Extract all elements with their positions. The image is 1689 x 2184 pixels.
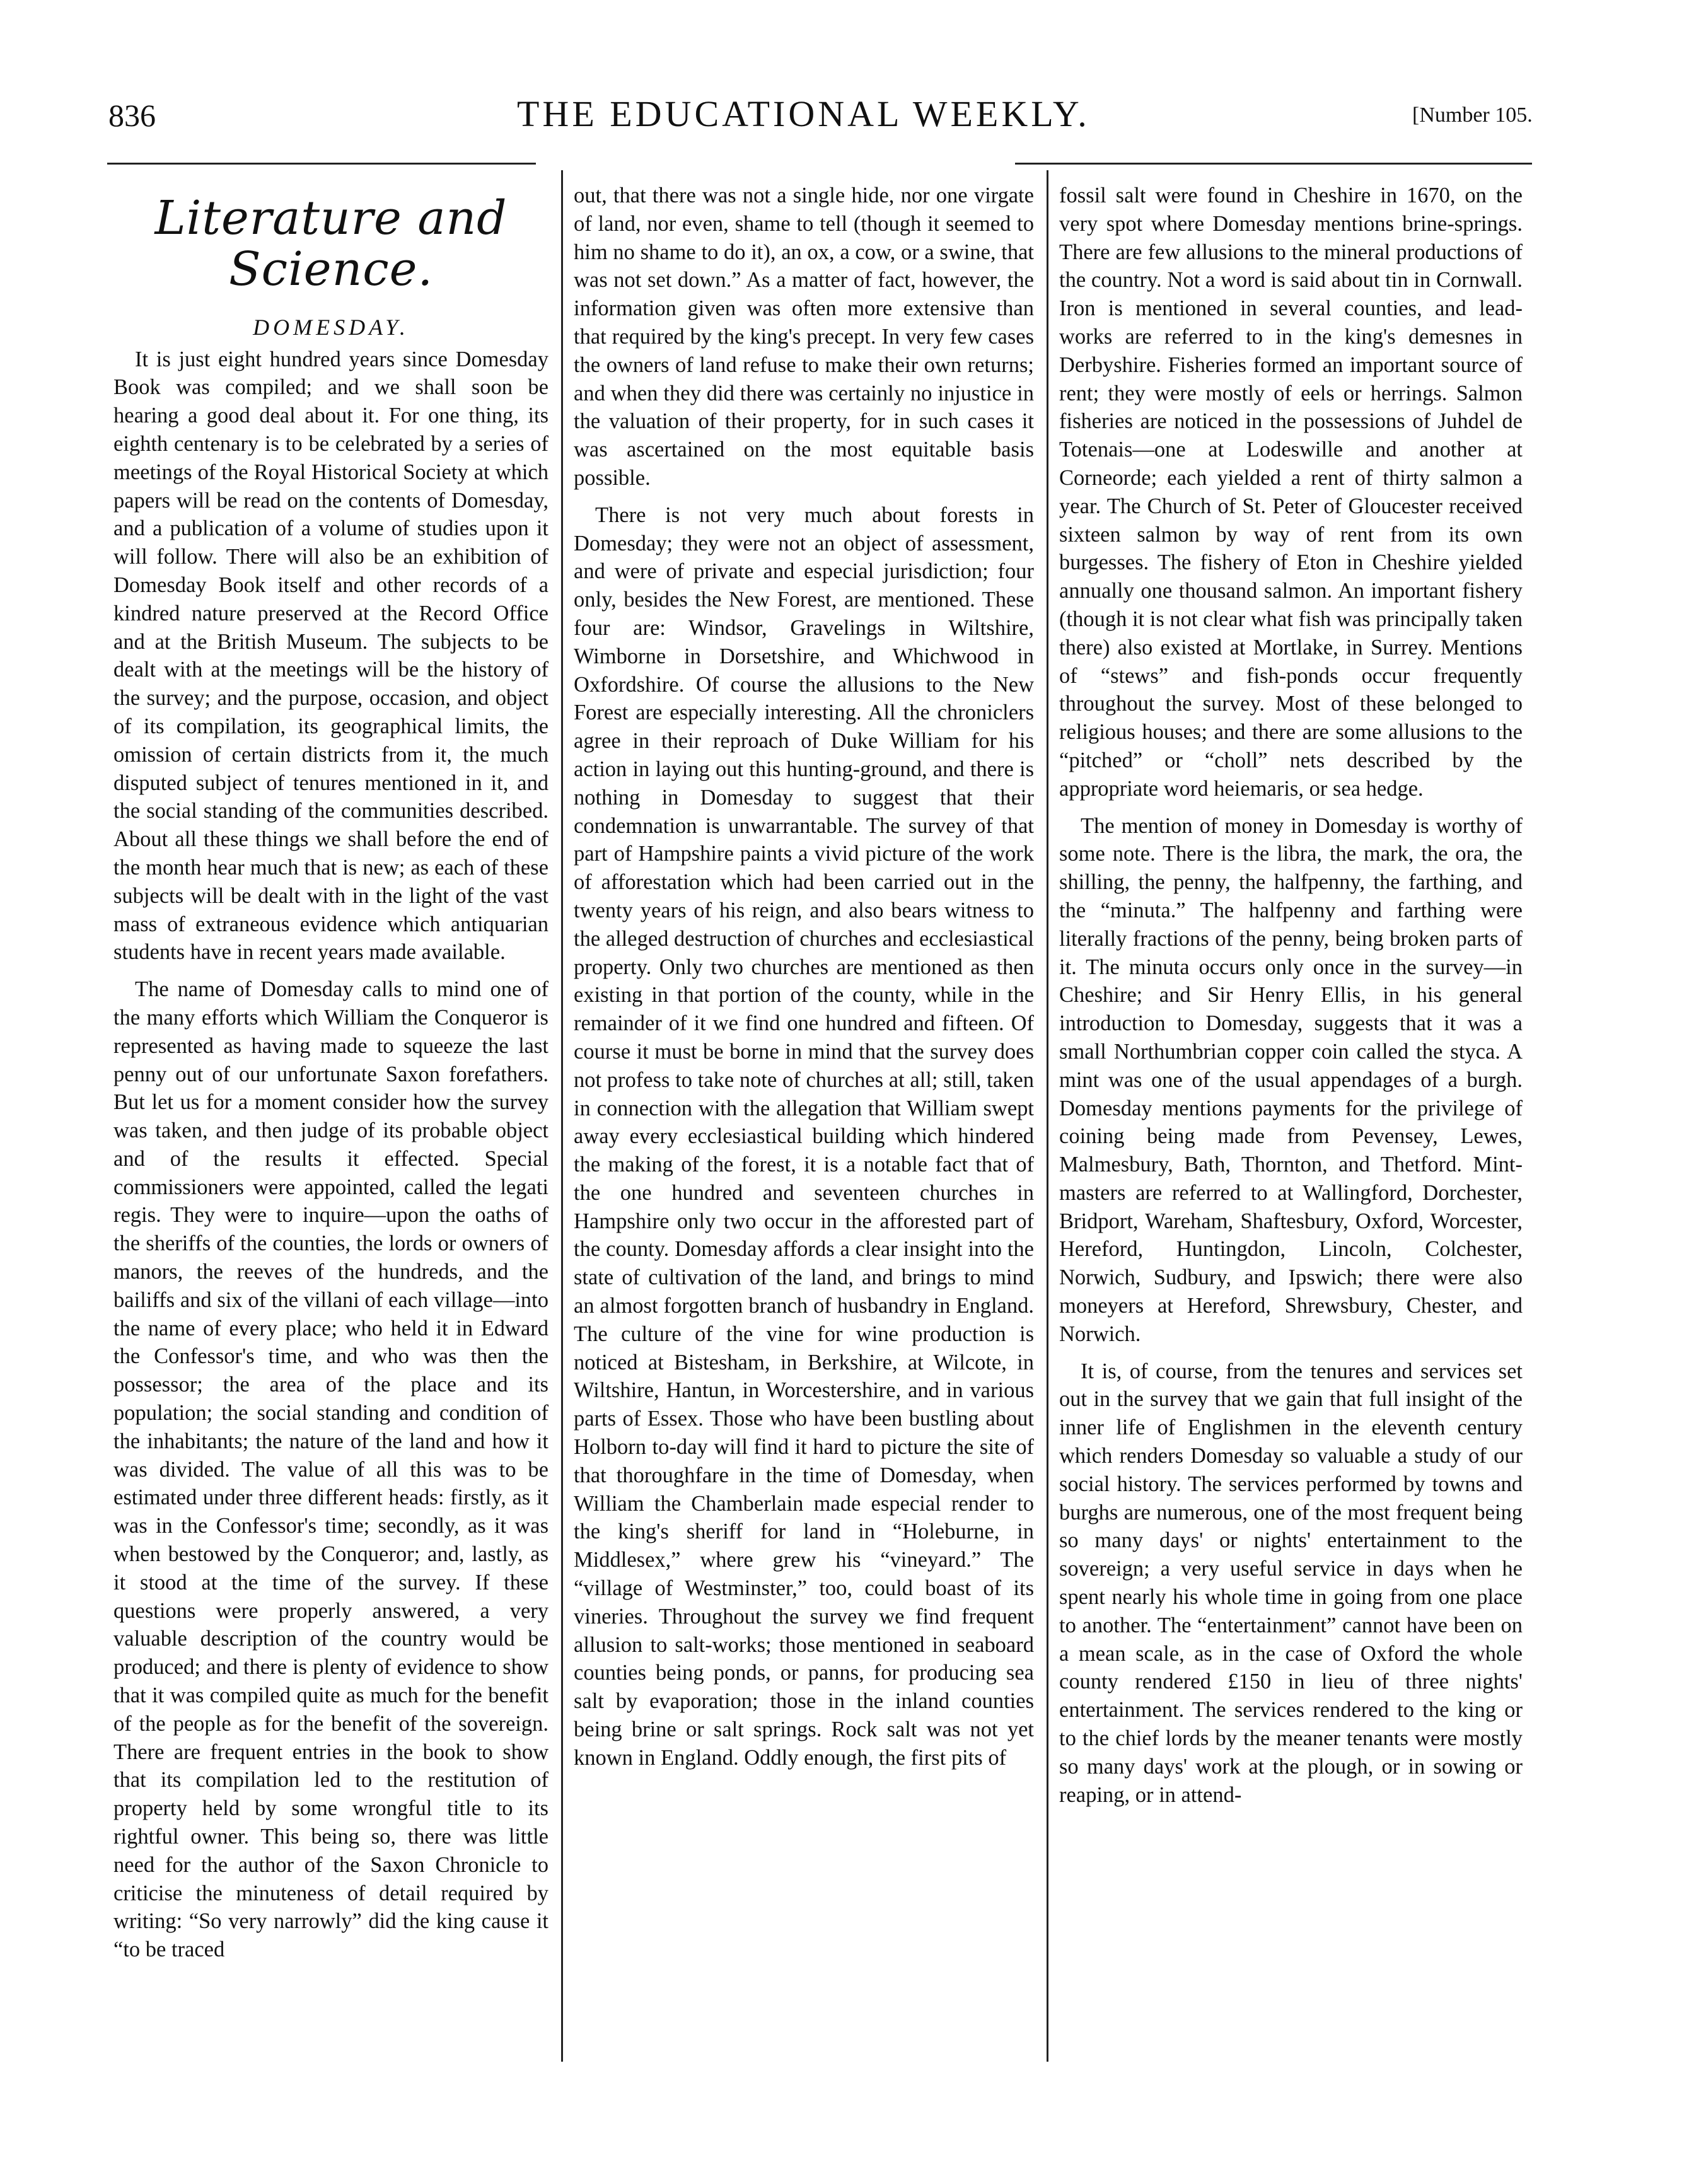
journal-title: THE EDUCATIONAL WEEKLY. [517,93,1090,134]
paragraph: It is just eight hundred years since Domesday Book was compiled; and we shall soon be hearing a good deal about it. For one thing, its eighth centenary is to be celebrated by a series of meetings of the Royal Historical Society at which papers will be read on the contents of Domesday, and a publication of a volume of studies upon it will follow. There will also be an exhibition of Domesday Book itself and other records of a kindred nature preserved at the Record Office and at the British Museum. The subjects to be dealt with at the meetings will be the history of the survey; and the purpose, occasion, and object of its compilation, its geographical limits, the omission of certain districts from it, the much disputed subject of tenures mentioned in it, and the social standing of the communities described. About all these things we shall before the end of the month hear much that is new; as each of these subjects will be dealt with in the light of the vast mass of extraneous evidence which antiquarian students have in recent years made available. [113,347,548,965]
paragraph: The mention of money in Domesday is worthy of some note. There is the libra, the mark, the ora, the shilling, the penny, the halfpenny, the farthing, and the “minuta.” The halfpenny and farthing were literally fractions of the penny, being broken parts of it. The minuta occurs only once in the survey—in Cheshire; and Sir Henry Ellis, in his general introduction to Domesday, suggests that it was a small Northumbrian copper coin called the styca. A mint was one of the usual appendages of a burgh. Domesday mentions payments for the privilege of coining being made from Pevensey, Lewes, Malmesbury, Bath, Thornton, and Thetford. Mint-masters are referred to at Wallingford, Dorchester, Bridport, Wareham, Shaftesbury, Oxford, Worcester, Hereford, Huntingdon, Lincoln, Colchester, Norwich, Sudbury, and Ipswich; there were also moneyers at Hereford, Shrewsbury, Chester, and Norwich. [1059,813,1523,1346]
column-3 [1059,182,1523,2117]
section-title: Literature and Science. [154,191,508,297]
header-rule-right [1015,163,1532,165]
page-header [0,93,1689,156]
header-rule-left [107,163,536,165]
paragraph: fossil salt were found in Cheshire in 1670, on the very spot where Domesday mentions brine-springs. There are few allusions to the mineral productions of the country. Not a word is said about tin in Cornwall. Iron is mentioned in several counties, and lead-works are referred to in the king's demesnes in Derbyshire. Fisheries formed an important source of rent; they were mostly of eels or herrings. Salmon fisheries are noticed in the possessions of Juhdel de Totenais—one at Lodeswille and another at Corneorde; each yielded a rent of thirty salmon a year. The Church of St. Peter of Gloucester received sixteen salmon by way of rent from its own burgesses. The fishery of Eton in Cheshire yielded annually one thousand salmon. An important fishery (though it is not clear what fish was principally taken there) also existed at Mortlake, in Surrey. Mentions of “stews” and fish-ponds occur frequently throughout the survey. Most of these belonged to religious houses; and there are some allusions to the “pitched” or “choll” nets described by the appropriate word heiemaris, or sea hedge. [1059,183,1523,801]
column-rule-2 [1047,170,1048,2062]
issue-number: [Number 105. [1412,103,1533,127]
page-number: 836 [108,98,156,133]
article-title: DOMESDAY. [253,314,409,340]
column-1 [113,182,548,2117]
column-rule-1 [561,170,563,2062]
paragraph: The name of Domesday calls to mind one of the many efforts which William the Conqueror is represented as having made to squeeze the last penny out of our unfortunate Saxon forefathers. But let us for a moment consider how the survey was taken, and then judge of its probable object and of the results it effected. Special commissioners were appointed, called the legati regis. They were to inquire—upon the oaths of the sheriffs of the counties, the lords or owners of manors, the reeves of the hundreds, and the bailiffs and six of the villani of each village—into the name of every place; who held it in Edward the Confessor's time, and who was then the possessor; the area of the place and its population; the social standing and condition of the inhabitants; the nature of the land and how it was divided. The value of all this was to be estimated under three different heads: firstly, as it was in the Confessor's time; secondly, as it was when bestowed by the Conqueror; and, lastly, as it stood at the time of the survey. If these questions were properly answered, a very valuable description of the country would be produced; and there is plenty of evidence to show that it was compiled quite as much for the benefit of the people as for the benefit of the sovereign. There are frequent entries in the book to show that its compilation led to the restitution of property held by some wrongful title to its rightful owner. This being so, there was little need for the author of the Saxon Chronicle to criticise the minuteness of detail required by writing: “So very narrowly” did the king cause it “to be traced [113,977,548,1962]
paragraph: It is, of course, from the tenures and services set out in the survey that we gain that full insight of the inner life of Englishmen in the eleventh century which renders Domesday so valuable a study of our social history. The services performed by towns and burghs are numerous, one of the most frequent being so many days' or nights' entertainment to the sovereign; a very useful service in days when he spent nearly his whole time in going from one place to another. The “entertainment” cannot have been on a mean scale, as in the case of Oxford the whole county rendered £150 in lieu of three nights' entertainment. The services rendered to the king or to the chief lords by the meaner tenants were mostly so many days' work at the plough, or in sowing or reaping, or in attend- [1059,1359,1523,1807]
column-2 [574,182,1034,2117]
paragraph: out, that there was not a single hide, nor one virgate of land, nor even, shame to tell (though it seemed to him no shame to do it), an ox, a cow, or a swine, that was not set down.” As a matter of fact, however, the information given was often more extensive than that required by the king's precept. In very few cases the owners of land refuse to make their own returns; and when they did there was certainly no injustice in the valuation of their property, for in such cases it was ascertained on the most equitable basis possible. [574,183,1034,490]
paragraph: There is not very much about forests in Domesday; they were not an object of assessment, and were of private and especial jurisdiction; four only, besides the New Forest, are mentioned. These four are: Windsor, Gravelings in Wiltshire, Wimborne in Dorsetshire, and Whichwood in Oxfordshire. Of course the allusions to the New Forest are especially interesting. All the chroniclers agree in their reproach of Duke William for his action in laying out this hunting-ground, and there is nothing in Domesday to suggest that their condemnation is unwarrantable. The survey of that part of Hampshire paints a vivid picture of the work of afforestation which had been carried out in the twenty years of his reign, and also bears witness to the alleged destruction of churches and ecclesiastical property. Only two churches are mentioned as then existing in that portion of the county, while in the remainder of it we find one hundred and fifteen. Of course it must be borne in mind that the survey does not profess to take note of churches at all; still, taken in connection with the allegation that William swept away every ecclesiastical building which hindered the making of the forest, it is a notable fact that of the one hundred and seventeen churches in Hampshire only two occur in the afforested part of the county. Domesday affords a clear insight into the state of cultivation of the land, and brings to mind an almost forgotten branch of husbandry in England. The culture of the vine for wine production is noticed at Bistesham, in Berkshire, at Wilcote, in Wiltshire, Hantun, in Worcestershire, and in various parts of Essex. Those who have been bustling about Holborn to-day will find it hard to picture the site of that thoroughfare in the time of Domesday, when William the Chamberlain made especial render to the king's sheriff for land in “Holeburne, in Middlesex,” where grew his “vineyard.” The “village of Westminster,” too, could boast of its vineries. Throughout the survey we find frequent allusion to salt-works; those mentioned in seaboard counties being ponds, or panns, for producing sea salt by evaporation; those in the inland counties being brine or salt springs. Rock salt was not yet known in England. Oddly enough, the first pits of [574,502,1034,1770]
